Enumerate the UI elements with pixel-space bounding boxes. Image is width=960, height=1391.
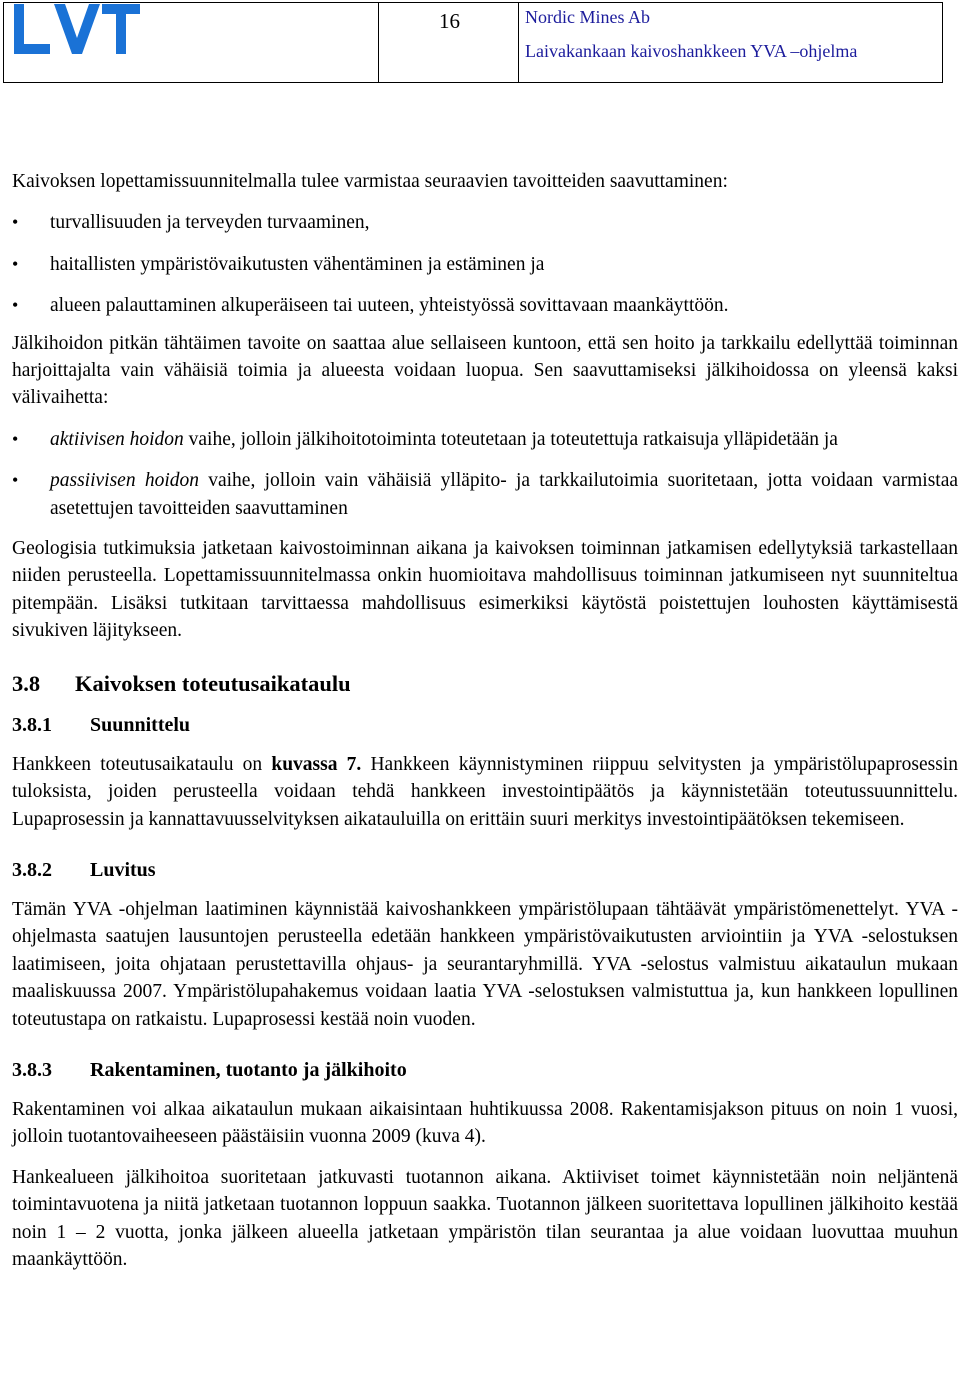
page-number: 16: [439, 9, 460, 33]
geology-paragraph: Geologisia tutkimuksia jatketaan kaivostoiminnan aikana ja kaivoksen toiminnan jatkamisen edellytyksiä tarkastellaan niiden perusteella. Lopettamissuunnitelmassa onkin huomioitava mahdollisuus toiminnan jatkumiseen nyt suunniteltua pitempään. Lisäksi tutkitaan tarvittaessa mahdollisuus esimerkiksi käytöstä poistettujen louhosten käyttämisestä sivukiven läjitykseen.: [12, 538, 958, 642]
section-title: Rakentaminen, tuotanto ja jälkihoito: [90, 1058, 407, 1081]
bullet-icon: [12, 426, 50, 453]
phase-description: vaihe, jolloin jälkihoitotoiminta toteutetaan ja toteutettuja ratkaisuja ylläpidetään ja: [183, 428, 838, 450]
phase-text: [50, 467, 958, 522]
intro-lead: Kaivoksen lopettamissuunnitelmalla tulee varmistaa seuraavien tavoitteiden saavuttaminen:: [12, 171, 728, 192]
permitting-paragraph: Tämän YVA -ohjelman laatiminen käynnistää kaivoshankkeen ympäristölupaan tähtäävät ympäristömenettelyt. YVA -ohjelmasta saatujen lausuntojen perusteella edetään hankkeen ympäristövaikutusten arviointiin ja YVA -selostuksen laatimiseen, joita ohjataan perustettavilla ohjaus- ja seurantaryhmillä. YVA -selostus valmistuu aikataulun mukaan maaliskuussa 2007. Ympäristölupahakemus voidaan laatia YVA -selostuksen valmistuttua ja, kun hankkeen lopullinen toteutustapa on ratkaistu. Lupaprosessi kestää noin vuoden.: [12, 898, 958, 1030]
logo-cell: [4, 3, 379, 82]
section-title: Suunnittelu: [90, 713, 191, 736]
phase-bullet: [12, 426, 958, 453]
intro-bullet: [12, 209, 958, 236]
bullet-icon: [12, 292, 50, 319]
page-number-cell: [379, 3, 519, 82]
bullet-text: turvallisuuden ja terveyden turvaaminen,: [50, 212, 370, 234]
phase-bullet: [12, 467, 958, 522]
header-info-cell: [519, 3, 942, 82]
page-header: [3, 2, 943, 83]
section-number: 3.8.2: [12, 858, 52, 881]
planning-text-after: Hankkeen käynnistyminen riippuu selvitysten ja ympäristölupaprosessin tuloksista, joiden perusteella voidaan tehdä hankkeen investointipäätös ja käynnistetään toteutussuunnittelu. Lupaprosessin ja kannattavuusselvityksen aikatauluilla on erittäin suuri merkitys investointipäätöksen tekemiseen.: [12, 753, 958, 830]
document-title: Laivakankaan kaivoshankkeen YVA –ohjelma: [525, 41, 858, 61]
section-heading-3-8-2: [12, 859, 958, 882]
bullet-icon: [12, 251, 50, 278]
intro-bullet: [12, 292, 958, 319]
intro-bullet: [12, 251, 958, 278]
company-name: Nordic Mines Ab: [525, 7, 650, 27]
section-title: Kaivoksen toteutusaikataulu: [75, 670, 351, 696]
phase-text: [50, 426, 958, 453]
bullet-icon: [12, 467, 50, 522]
lvt-logo: [10, 4, 142, 56]
construction-paragraph: Rakentaminen voi alkaa aikataulun mukaan aikaisintaan huhtikuussa 2008. Rakentamisjakson pituus on noin 1 vuosi, jolloin tuotantovaiheeseen päästäisiin vuonna 2009 (kuva 4).: [12, 1098, 958, 1148]
planning-text-before: Hankkeen toteutusaikataulu on: [12, 753, 272, 775]
phase-description: vaihe, jolloin vain vähäisiä ylläpito- ja tarkkailutoimia suoritetaan, jotta voidaan varmistaa asetettujen tavoitteiden saavuttaminen: [50, 470, 959, 519]
section-heading-3-8-3: [12, 1059, 958, 1082]
phase-term: aktiivisen hoidon: [50, 428, 184, 450]
aftercare-production-paragraph: Hankealueen jälkihoitoa suoritetaan jatkuvasti tuotannon aikana. Aktiiviset toimet käynnistetään noin neljäntenä toimintavuotena ja niitä jatketaan tuotannon loppuun saakka. Tuotannon jälkeen suoritettava lopullinen jälkihoito kestää noin 1 – 2 vuotta, jonka jälkeen alueella jatketaan ympäristön tilan seurantaa ja alue voidaan luovuttaa muuhun maankäyttöön.: [12, 1166, 958, 1270]
bullet-icon: [12, 209, 50, 236]
section-number: 3.8.3: [12, 1058, 52, 1081]
planning-paragraph: [12, 751, 958, 833]
section-title: Luvitus: [90, 858, 156, 881]
figure-reference: kuvassa 7.: [271, 753, 362, 775]
section-heading-3-8-1: [12, 714, 958, 737]
document-body: [12, 168, 958, 1273]
phase-term: passiivisen hoidon: [50, 470, 199, 492]
section-number: 3.8.1: [12, 713, 52, 736]
section-heading-3-8: [12, 671, 958, 697]
bullet-text: haitallisten ympäristövaikutusten vähentäminen ja estäminen ja: [50, 253, 545, 275]
aftercare-paragraph: Jälkihoidon pitkän tähtäimen tavoite on saattaa alue sellaiseen kuntoon, että sen hoito ja tarkkailu edellyttää toiminnan harjoittajalta vain vähäisiä toimia ja alueesta voidaan luopua. Sen saavuttamiseksi jälkihoidossa on yleensä kaksi välivaihetta:: [12, 332, 958, 409]
section-number: 3.8: [12, 670, 41, 696]
bullet-text: alueen palauttaminen alkuperäiseen tai uuteen, yhteistyössä sovittavaan maankäyttöön.: [50, 295, 729, 317]
